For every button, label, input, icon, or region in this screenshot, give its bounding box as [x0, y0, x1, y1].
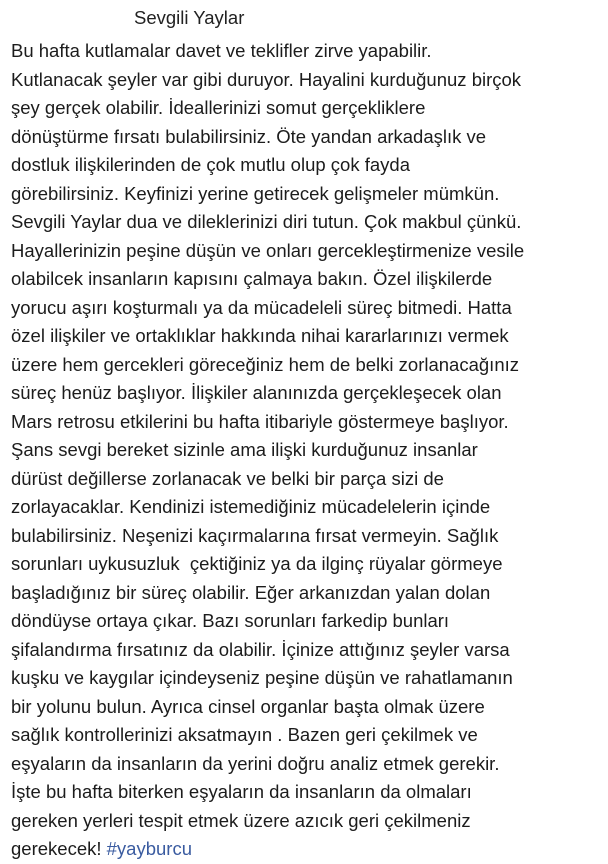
- text-line: Hayallerinizin peşine düşün ve onları gerceklеştirmenize vesile: [11, 239, 525, 261]
- text-line: dönüştürme fırsatı bulabilirsiniz. Öte yandan arkadaşlık ve: [11, 125, 487, 147]
- post-text: [11, 37, 608, 864]
- text-line: Sevgili Yaylar dua ve dileklerinizi diri tutun. Çok makbul çünkü.: [11, 211, 522, 232]
- text-line: döndüyse ortaya çıkar. Bazı sorunları farkedip bunları: [11, 610, 450, 631]
- text-line: sorunları uykusuzluk çektiğiniz ya da ilginç rüyalar görmeye: [11, 553, 503, 574]
- text-line: kuşku ve kaygılar içindeyseniz peşine düşün ve rahatlamanın: [11, 667, 513, 688]
- text-line: başladığınız bir süreç olabilir. Eğer arkanızdan yalan dolan: [11, 581, 491, 603]
- text-line: dürüst değillerse zorlanacak ve belki bir parça sizi de: [11, 467, 444, 489]
- last-line-text: gerekecek!: [11, 838, 107, 859]
- text-line: gereken yerleri tespit etmek üzere azıcık geri çekilmeniz: [11, 809, 471, 831]
- hashtag-link[interactable]: #yayburcu: [106, 838, 192, 859]
- text-line: İşte bu hafta biterken eşyaların da insanların da olmaları: [11, 781, 472, 802]
- text-line: şey gerçek olabilir. İdeallerinizi somut gerçekliklere: [11, 97, 426, 118]
- text-line: zorlayacaklar. Kendinizi istemediğiniz mücadelelerin içinde: [11, 496, 491, 517]
- text-line: bir yolunu bulun. Ayrıca cinsel organlar başta olmak üzere: [11, 695, 485, 717]
- text-line: süreç henüz başlıyor. İlişkiler alanınızda gerçekleşecek olan: [11, 382, 502, 403]
- last-text-line: [11, 835, 608, 864]
- text-line: üzere hem gercekleri göreceğiniz hem de belki zorlanacağınız: [11, 353, 519, 375]
- text-line: Kutlanacak şeyler var gibi duruyor. Hayalini kurduğunuz birçok: [11, 68, 522, 90]
- text-line: dostluk ilişkilerinden de çok mutlu olup çok fayda: [11, 154, 410, 175]
- text-line: yorucu aşırı koşturmalı ya da mücadeleli süreç bitmedi. Hatta: [11, 296, 512, 318]
- text-line: bulabilirsiniz. Neşenizi kaçırmalarına fırsat vermeyin. Sağlık: [11, 524, 499, 546]
- text-line: Şans sevgi bereket sizinle ama ilişki kurduğunuz insanlar: [11, 439, 478, 460]
- text-line: olabilcek insanların kapısını çalmaya bakın. Özel ilişkilerde: [11, 268, 493, 289]
- text-line: Bu hafta kutlamalar davet ve teklifler zirve yapabilir.: [11, 40, 432, 61]
- text-line: özel ilişkiler ve ortaklıklar hakkında nihai kararlarınızı vermek: [11, 325, 509, 346]
- text-line: görebilirsiniz. Keyfinizi yerine getirecek gelişmeler mümkün.: [11, 182, 500, 204]
- text-line: sağlık kontrollerinizi aksatmayın . Bazen geri çekilmek ve: [11, 724, 478, 745]
- text-line: Mars retrosu etkilerini bu hafta itibariyle göstermeye başlıyor.: [11, 410, 509, 432]
- text-line: eşyaların da insanların da yerini doğru analiz etmek gerekir.: [11, 752, 500, 774]
- post-title: Sevgili Yaylar: [134, 7, 245, 28]
- text-line: şifalandırma fırsatınız da olabilir. İçinize attığınız şeyler varsa: [11, 638, 510, 660]
